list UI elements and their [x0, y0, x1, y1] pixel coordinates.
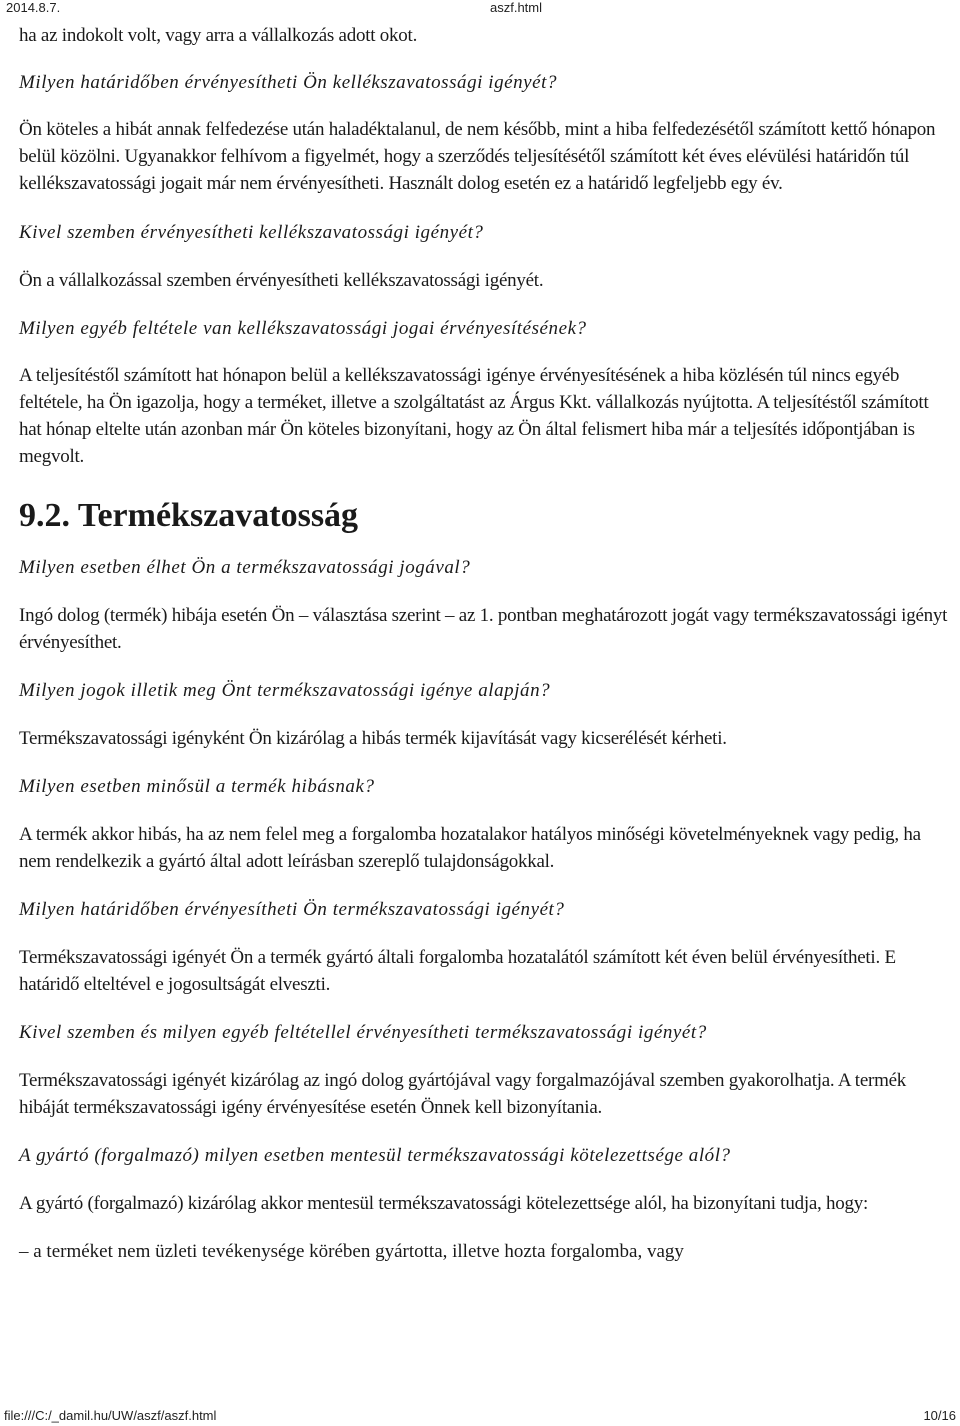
answer-termek-rights: Termékszavatossági igényként Ön kizárólag a hibás termék kijavítását vagy kicserélését kérheti.: [19, 728, 727, 749]
answer-manufacturer-exempt: A gyártó (forgalmazó) kizárólag akkor mentesül termékszavatossági kötelezettsége alól, ha bizonyítani tudja, hogy:: [19, 1193, 869, 1214]
paragraph-intro: ha az indokolt volt, vagy arra a vállalkozás adott okot.: [19, 25, 418, 46]
document-content: [19, 22, 949, 1265]
question-termek-defective: Milyen esetben minősül a termék hibásnak?: [19, 776, 375, 797]
list-item-exemption: – a terméket nem üzleti tevékenysége körében gyártotta, illetve hozta forgalomba, vagy: [19, 1241, 684, 1262]
question-termek-when: Milyen esetben élhet Ön a termékszavatossági jogával?: [19, 557, 471, 578]
question-kellek-against-whom: Kivel szemben érvényesítheti kellékszavatossági igényét?: [19, 222, 484, 243]
answer-termek-defective: A termék akkor hibás, ha az nem felel meg a forgalomba hozatalakor hatályos minőségi követelményeknek vagy pedig, ha nem rendelkezik a gyártó által adott leírásban szereplő tulajdonságokkal.: [19, 824, 921, 872]
question-termek-rights: Milyen jogok illetik meg Önt termékszavatossági igénye alapján?: [19, 680, 551, 701]
print-header: [0, 0, 960, 16]
answer-termek-against-whom: Termékszavatossági igényét kizárólag az ingó dolog gyártójával vagy forgalmazójával szemben gyakorolhatja. A termék hibáját termékszavatossági igény érvényesítése esetén Önnek kell bizonyítania.: [19, 1070, 907, 1118]
question-kellek-deadline: Milyen határidőben érvényesítheti Ön kellékszavatossági igényét?: [19, 72, 558, 93]
print-file-url: file:///C:/_damil.hu/UW/aszf/aszf.html: [4, 1408, 217, 1423]
answer-kellek-deadline: Ön köteles a hibát annak felfedezése után haladéktalanul, de nem később, mint a hiba felfedezésétől számított kettő hónapon belül közölni. Ugyanakkor felhívom a figyelmét, hogy a szerződés teljesítésétől számított két éves elévülési határidőn túl kellékszavatossági jogait már nem érvényesítheti. Használt dolog esetén ez a határidő legfeljebb egy év.: [19, 119, 936, 194]
question-termek-against-whom: Kivel szemben és milyen egyéb feltétellel érvényesítheti termékszavatossági igényét?: [19, 1022, 707, 1043]
answer-termek-when: Ingó dolog (termék) hibája esetén Ön – választása szerint – az 1. pontban meghatározott jogát vagy termékszavatossági igényt érvényesíthet.: [19, 605, 948, 653]
section-heading-termekszavatossag: 9.2. Termékszavatosság: [19, 497, 359, 534]
print-footer: [0, 1408, 960, 1424]
question-kellek-conditions: Milyen egyéb feltétele van kellékszavatossági jogai érvényesítésének?: [19, 318, 587, 339]
page-number: 10/16: [923, 1408, 956, 1423]
print-file-name: aszf.html: [490, 0, 543, 15]
question-termek-deadline: Milyen határidőben érvényesítheti Ön termékszavatossági igényét?: [19, 899, 565, 920]
answer-kellek-against-whom: Ön a vállalkozással szemben érvényesítheti kellékszavatossági igényét.: [19, 270, 544, 291]
answer-termek-deadline: Termékszavatossági igényét Ön a termék gyártó általi forgalomba hozatalától számított két éven belül érvényesítheti. E határidő elteltével e jogosultságát elveszti.: [19, 947, 896, 995]
answer-kellek-conditions: A teljesítéstől számított hat hónapon belül a kellékszavatossági igénye érvényesítésének a hiba közlésén túl nincs egyéb feltétele, ha Ön igazolja, hogy a terméket, illetve a szolgáltatást az Árgus Kkt. vállalkozás nyújtotta. A teljesítéstől számított hat hónap eltelte után azonban már Ön köteles bizonyítani, hogy az Ön által felismert hiba már a teljesítés időpontjában is megvolt.: [19, 365, 929, 467]
print-date: 2014.8.7.: [6, 0, 61, 15]
question-manufacturer-exempt: A gyártó (forgalmazó) milyen esetben mentesül termékszavatossági kötelezettsége alól?: [19, 1145, 731, 1166]
